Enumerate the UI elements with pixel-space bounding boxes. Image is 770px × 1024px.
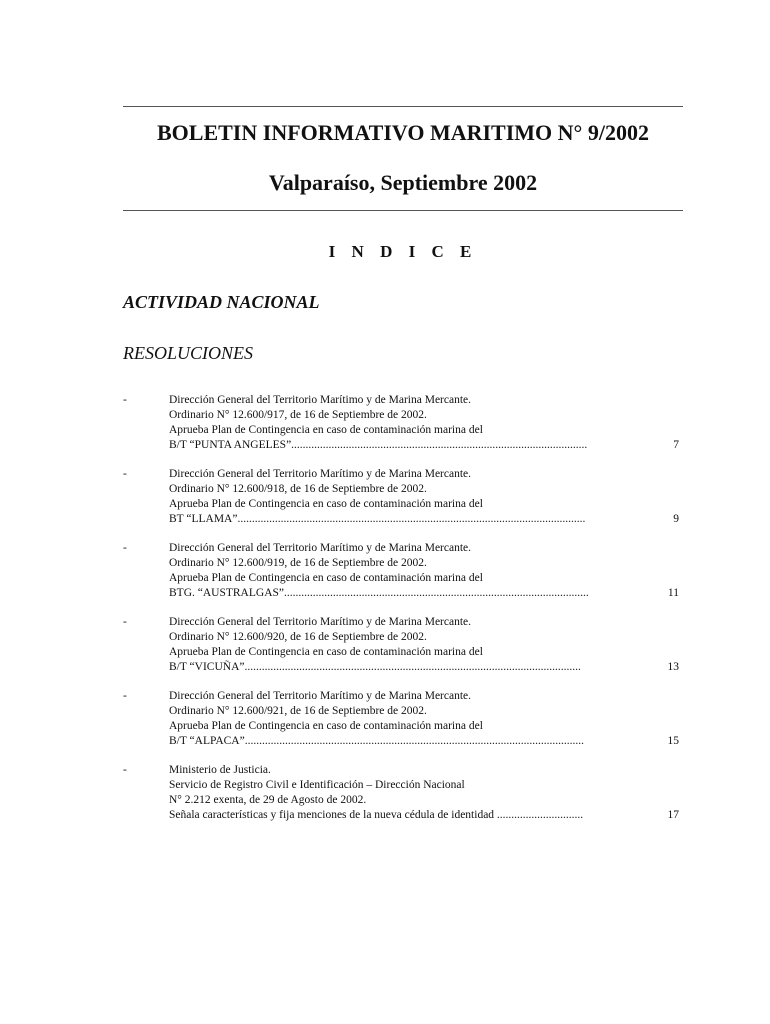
- entry-page-number: 15: [667, 735, 679, 747]
- entry-line: Ordinario N° 12.600/917, de 16 de Septiembre de 2002.: [169, 409, 427, 421]
- entry-page-number: 17: [667, 809, 679, 821]
- entry-line: Dirección General del Territorio Marítimo y de Marina Mercante.: [169, 468, 472, 480]
- entry-line-leader: Señala características y fija menciones de la nueva cédula de identidad ..............................: [169, 809, 584, 821]
- entry-bullet: -: [123, 616, 127, 628]
- document-subtitle: Valparaíso, Septiembre 2002: [268, 170, 538, 195]
- entry-line-leader: B/T “VICUÑA”.....................................................................................................................: [169, 661, 581, 673]
- entry-line: Ordinario N° 12.600/919, de 16 de Septiembre de 2002.: [169, 557, 427, 569]
- entry-page-number: 9: [673, 513, 679, 525]
- entry-page-number: 13: [667, 661, 679, 673]
- entry-line-leader: BT “LLAMA”.........................................................................................................................: [169, 513, 586, 525]
- entry-bullet: -: [123, 542, 127, 554]
- bottom-rule: [123, 210, 683, 211]
- entry-bullet: -: [123, 690, 127, 702]
- document-title: BOLETIN INFORMATIVO MARITIMO N° 9/2002: [157, 120, 649, 145]
- entry-line: Dirección General del Territorio Marítimo y de Marina Mercante.: [169, 542, 472, 554]
- entry-line: Dirección General del Territorio Marítimo y de Marina Mercante.: [169, 616, 472, 628]
- section-resoluciones: RESOLUCIONES: [123, 343, 253, 363]
- entry-line: Ordinario N° 12.600/918, de 16 de Septiembre de 2002.: [169, 483, 427, 495]
- entry-line: Dirección General del Territorio Marítimo y de Marina Mercante.: [169, 394, 472, 406]
- entry-line-leader: B/T “PUNTA ANGELES”.......................................................................................................: [169, 439, 588, 451]
- entry-line-leader: B/T “ALPACA”......................................................................................................................: [169, 735, 584, 747]
- entry-line: Servicio de Registro Civil e Identificación – Dirección Nacional: [169, 779, 465, 791]
- entry-line: Dirección General del Territorio Marítimo y de Marina Mercante.: [169, 690, 472, 702]
- entry-page-number: 11: [667, 587, 679, 599]
- entry-line-leader: BTG. “AUSTRALGAS”..........................................................................................................: [169, 587, 589, 599]
- entry-line: Ordinario N° 12.600/921, de 16 de Septiembre de 2002.: [169, 705, 427, 717]
- entry-bullet: -: [123, 468, 127, 480]
- index-heading: I N D I C E: [328, 242, 478, 261]
- entry-line: Aprueba Plan de Contingencia en caso de contaminación marina del: [169, 646, 483, 658]
- entry-line: Aprueba Plan de Contingencia en caso de contaminación marina del: [169, 720, 483, 732]
- entry-line: Aprueba Plan de Contingencia en caso de contaminación marina del: [169, 424, 483, 436]
- top-rule: [123, 106, 683, 107]
- entry-line: Ministerio de Justicia.: [169, 764, 271, 776]
- section-actividad-nacional: ACTIVIDAD NACIONAL: [123, 292, 320, 312]
- entry-line: N° 2.212 exenta, de 29 de Agosto de 2002.: [169, 794, 367, 806]
- entry-line: Aprueba Plan de Contingencia en caso de contaminación marina del: [169, 572, 483, 584]
- entry-page-number: 7: [673, 439, 679, 451]
- entry-line: Aprueba Plan de Contingencia en caso de contaminación marina del: [169, 498, 483, 510]
- entry-bullet: -: [123, 764, 127, 776]
- entry-line: Ordinario N° 12.600/920, de 16 de Septiembre de 2002.: [169, 631, 427, 643]
- entry-bullet: -: [123, 394, 127, 406]
